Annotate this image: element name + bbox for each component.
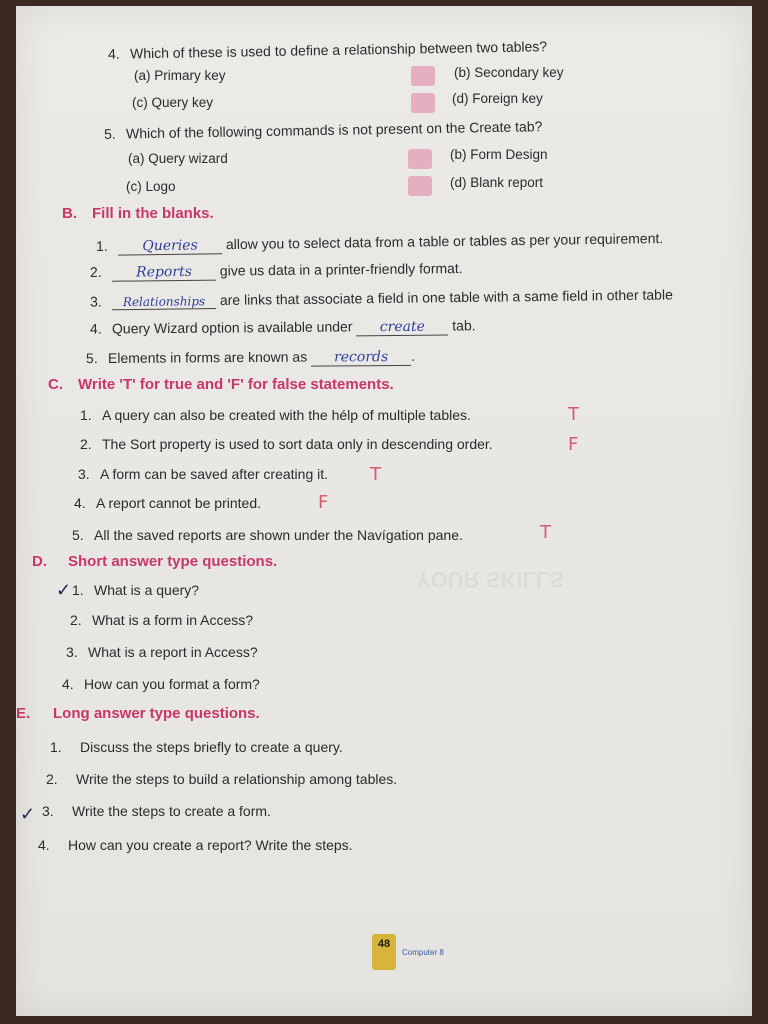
highlight-box [408,176,432,196]
tf-mark-handwritten: F [568,434,579,455]
tf-mark-handwritten: F [318,492,329,513]
q4-option-c: (c) Query key [132,95,214,110]
section-b-heading: B. Fill in the blanks. [62,205,214,222]
q5-option-b: (b) Form Design [450,147,548,162]
show-through-text: YOUR SKILLS [416,567,564,592]
fill-blank-2: 2. Reports give us data in a printer-friendly format. [89,260,463,281]
tf-statement-1: 1. A query can also be created with the hélp of multiple tables. [80,407,471,423]
page-number-badge: 48 [372,934,396,970]
q5-option-a: (a) Query wizard [128,151,228,166]
question-5: 5. Which of the following commands is not present on the Create tab? [103,118,543,142]
tf-mark-handwritten: T [370,464,381,485]
long-question-2: 2. Write the steps to build a relationship among tables. [46,771,398,787]
section-c-heading: C. Write 'T' for true and 'F' for false statements. [48,376,394,393]
q5-option-d: (d) Blank report [450,175,544,190]
fill-blank-5: 5. Elements in forms are known as records . [85,347,416,367]
short-question-4: 4. How can you format a form? [62,676,260,692]
check-mark-icon: ✓ [20,804,36,825]
question-4: 4. Which of these is used to define a relationship between two tables? [107,38,548,62]
answer-handwritten: Reports [112,264,216,282]
tf-statement-2: 2. The Sort property is used to sort data only in descending order. [80,436,493,452]
section-e-heading: E. Long answer type questions. [16,705,260,722]
check-mark-icon: ✓ [56,580,72,601]
long-question-3: 3. Write the steps to create a form. [42,803,271,819]
q4-option-a: (a) Primary key [134,68,226,83]
fill-blank-4: 4. Query Wizard option is available under create tab. [89,317,476,337]
answer-handwritten: Relationships [112,294,216,310]
q4-option-b: (b) Secondary key [454,65,564,80]
fill-blank-1: 1. Queries allow you to select data from a table or tables as per your requirement. [95,230,664,255]
tf-statement-4: 4. A report cannot be printed. [74,495,261,511]
short-question-3: 3. What is a report in Access? [66,644,258,660]
footer-subject: Computer 8 [402,948,444,957]
q4-option-d: (d) Foreign key [452,91,543,106]
textbook-page [16,6,752,1016]
short-question-1: 1. What is a query? [72,582,200,598]
tf-statement-5: 5. All the saved reports are shown under the Navígation pane. [72,527,463,543]
fill-blank-3: 3. Relationships are links that associate a field in one table with a same field in other table [89,286,673,310]
tf-mark-handwritten: T [540,522,551,543]
section-d-heading: D. Short answer type questions. [32,553,278,570]
highlight-box [408,149,432,169]
answer-handwritten: create [356,319,448,337]
answer-handwritten: Queries [118,237,222,255]
q5-option-c: (c) Logo [126,179,176,194]
answer-handwritten: records [311,349,411,367]
long-question-1: 1. Discuss the steps briefly to create a query. [50,739,343,755]
tf-mark-handwritten: T [568,404,579,425]
long-question-4: 4. How can you create a report? Write the steps. [38,837,353,853]
tf-statement-3: 3. A form can be saved after creating it. [78,466,329,482]
highlight-box [411,66,435,86]
short-question-2: 2. What is a form in Access? [70,612,254,628]
highlight-box [411,93,435,113]
